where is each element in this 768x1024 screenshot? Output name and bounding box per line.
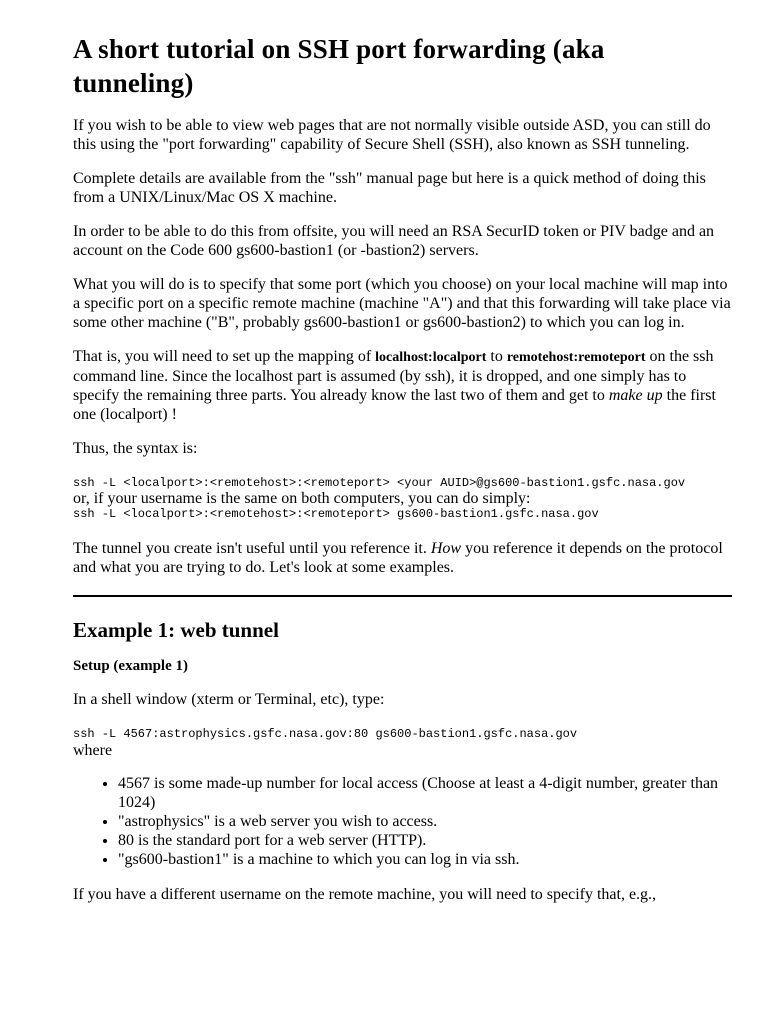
mapping-end: the first one (localport) ! [73, 387, 716, 423]
example-1-instructions: In a shell window (xterm or Terminal, etc), type: [73, 691, 385, 708]
how-emphasis: How [430, 540, 462, 557]
tunnel-note-pre: The tunnel you create isn't useful until you reference it. [73, 540, 431, 557]
example-1-where: where [73, 742, 113, 759]
syntax-label: Thus, the syntax is: [73, 440, 198, 457]
mapping-to: to [486, 348, 507, 365]
syntax-or-text: or, if your username is the same on both computers, you can do simply: [73, 490, 531, 507]
mapping-pre: That is, you will need to set up the mapping of [73, 348, 376, 365]
syntax-command-1: ssh -L <localport>:<remotehost>:<remoteport> <your AUID>@gs600-bastion1.gsfc.nasa.gov [73, 476, 686, 490]
mapping-post: on the ssh command line. Since the localhost part is assumed (by ssh), it is dropped, and one simply has to specify the remaining three parts. You already know the last two of them and get to [73, 348, 714, 404]
section-divider [73, 595, 732, 597]
intro-paragraph-4: What you will do is to specify that some port (which you choose) on your local machine will map into a specific port on a specific remote machine (machine "A") and that this forwarding will take place via some other machine ("B", probably gs600-bastion1 or gs600-bastion2) to which you can log in. [73, 276, 731, 331]
remotehost-remoteport: remotehost:remoteport [506, 350, 646, 365]
example-1-heading: Example 1: web tunnel [73, 618, 279, 642]
intro-paragraph-3: In order to be able to do this from offsite, you will need an RSA SecurID token or PIV badge and an account on the Code 600 gs600-bastion1 (or -bastion2) servers. [73, 223, 715, 259]
list-item: • 80 is the standard port for a web server (HTTP). [118, 831, 732, 850]
example-1-setup-heading: Setup (example 1) [73, 658, 188, 674]
make-up-emphasis: make up [608, 387, 663, 404]
example-1-command: ssh -L 4567:astrophysics.gsfc.nasa.gov:80 gs600-bastion1.gsfc.nasa.gov [73, 727, 578, 741]
example-1-after-text: If you have a different username on the remote machine, you will need to specify that, e.g., [73, 886, 657, 903]
tunnel-note [73, 539, 732, 577]
list-item: • "gs600-bastion1" is a machine to which you can log in via ssh. [118, 850, 732, 869]
syntax-block [73, 476, 732, 521]
list-item: • 4567 is some made-up number for local access (Choose at least a 4-digit number, greater than 1024) [118, 774, 732, 812]
mapping-paragraph [73, 347, 732, 424]
tunnel-note-post: you reference it depends on the protocol and what you are trying to do. Let's look at some examples. [73, 540, 723, 576]
list-item: • "astrophysics" is a web server you wish to access. [118, 812, 732, 831]
example-1-bullet-list [73, 774, 732, 869]
syntax-command-2: ssh -L <localport>:<remotehost>:<remoteport> gs600-bastion1.gsfc.nasa.gov [73, 507, 599, 521]
intro-paragraph-2: Complete details are available from the "ssh" manual page but here is a quick method of doing this from a UNIX/Linux/Mac OS X machine. [73, 170, 706, 206]
localhost-localport: localhost:localport [375, 350, 487, 365]
page-title: A short tutorial on SSH port forwarding (aka tunneling) [73, 34, 605, 98]
intro-paragraph-1: If you wish to be able to view web pages that are not normally visible outside ASD, you can still do this using the "port forwarding" capability of Secure Shell (SSH), also known as SSH tunneling. [73, 117, 711, 153]
